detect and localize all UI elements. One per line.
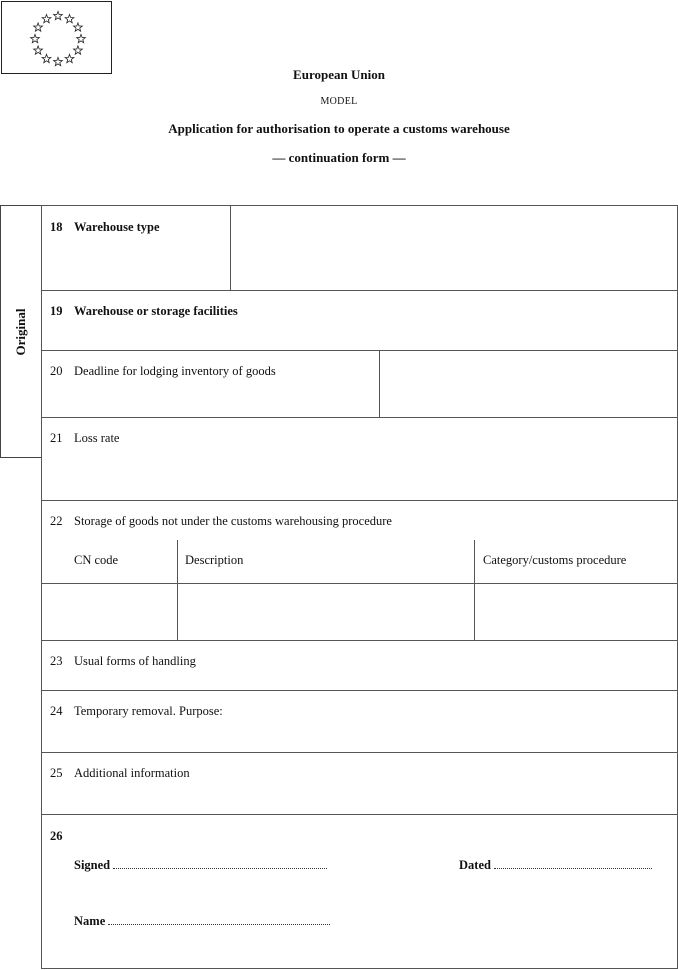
col-description: Description <box>185 553 244 567</box>
dated-field[interactable] <box>459 858 652 873</box>
category-cell[interactable] <box>475 584 677 640</box>
name-label: Name <box>74 914 106 928</box>
box-26-number: 26 <box>50 829 63 843</box>
signed-label: Signed <box>74 858 111 872</box>
eu-star-icon <box>65 14 74 22</box>
original-side-box <box>0 205 41 458</box>
eu-stars-icon <box>2 2 113 75</box>
header-model: MODEL <box>320 96 358 107</box>
description-cell[interactable] <box>178 584 474 640</box>
box-20-number: 20 <box>50 364 63 378</box>
header-union: European Union <box>293 67 385 82</box>
cn-code-cell[interactable] <box>42 584 177 640</box>
page-subtitle: — continuation form — <box>272 150 406 165</box>
dated-dotted-line <box>494 858 652 869</box>
name-field[interactable] <box>74 914 330 929</box>
box-21-number: 21 <box>50 431 63 445</box>
box-22-label: Storage of goods not under the customs warehousing procedure <box>74 514 392 528</box>
eu-star-icon <box>54 11 63 19</box>
signed-field[interactable] <box>74 858 327 873</box>
box-22-number: 22 <box>50 514 63 528</box>
box-20-input[interactable] <box>380 351 677 417</box>
dated-label: Dated <box>459 858 491 872</box>
box-18-label: Warehouse type <box>74 220 160 234</box>
box-19-label: Warehouse or storage facilities <box>74 304 238 318</box>
box-18-number: 18 <box>50 220 63 234</box>
eu-star-icon <box>34 46 43 54</box>
eu-star-icon <box>65 54 74 62</box>
eu-flag-logo <box>1 1 112 74</box>
eu-star-icon <box>31 34 40 42</box>
box-24-label: Temporary removal. Purpose: <box>74 704 223 718</box>
box-23-number: 23 <box>50 654 63 668</box>
box-25-number: 25 <box>50 766 63 780</box>
eu-star-icon <box>34 23 43 31</box>
box-21-label: Loss rate <box>74 431 120 445</box>
box-19-number: 19 <box>50 304 63 318</box>
eu-star-icon <box>77 34 86 42</box>
eu-star-icon <box>74 46 83 54</box>
col-cn-code: CN code <box>74 553 119 567</box>
box-24-number: 24 <box>50 704 63 718</box>
box-20-label: Deadline for lodging inventory of goods <box>74 364 276 378</box>
eu-star-icon <box>74 23 83 31</box>
name-dotted-line <box>108 914 330 925</box>
continuation-form <box>41 205 678 969</box>
box-18-input[interactable] <box>231 206 677 290</box>
page-title: Application for authorisation to operate a customs warehouse <box>168 121 510 136</box>
box-25-label: Additional information <box>74 766 190 780</box>
box-23-label: Usual forms of handling <box>74 654 196 668</box>
signed-dotted-line <box>113 858 327 869</box>
eu-star-icon <box>42 54 51 62</box>
eu-star-icon <box>42 14 51 22</box>
original-label: Original <box>13 308 28 356</box>
col-category: Category/customs procedure <box>483 553 627 567</box>
eu-star-icon <box>54 57 63 65</box>
